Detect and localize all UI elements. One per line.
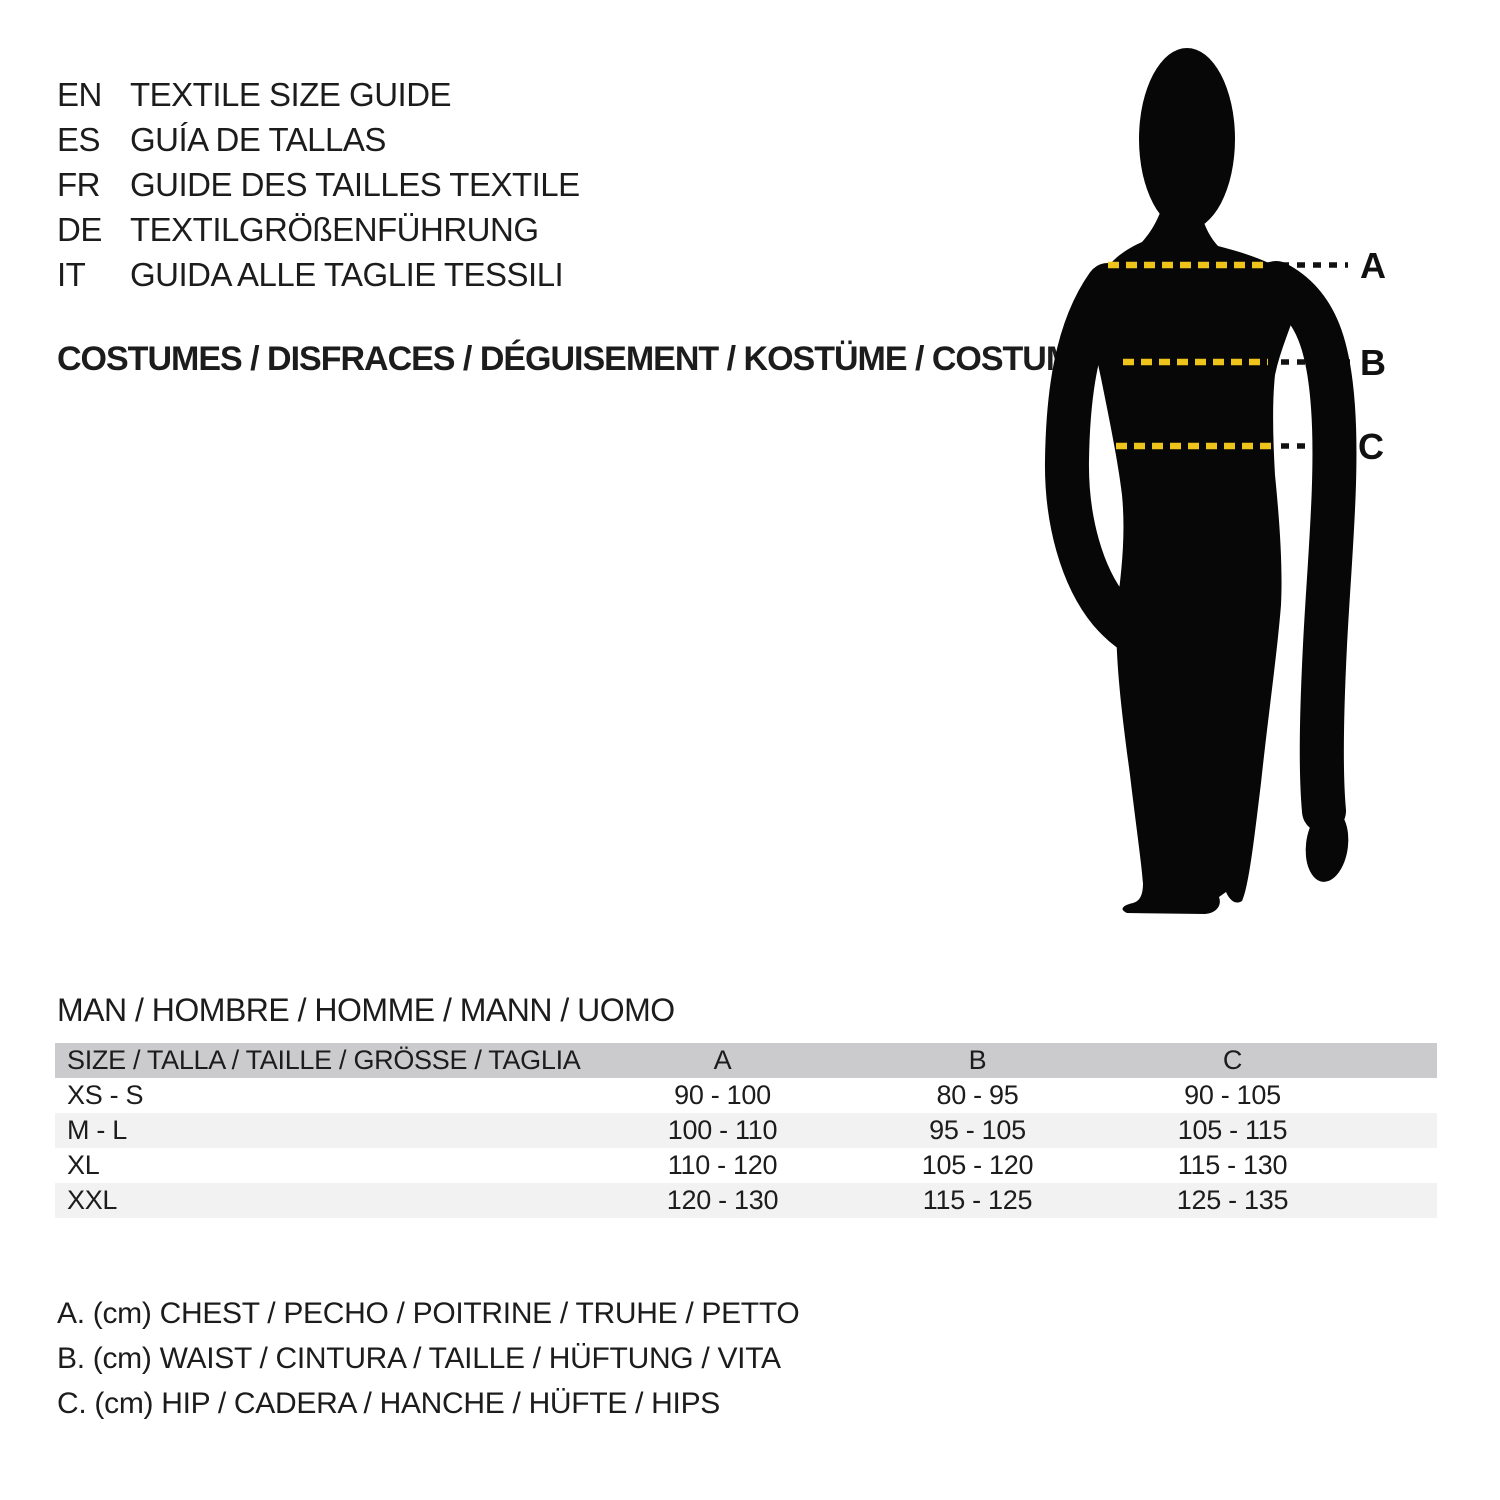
value-a-cell: 110 - 120 bbox=[667, 1150, 778, 1180]
value-c-cell: 105 - 115 bbox=[1177, 1115, 1288, 1145]
value-b-cell: 80 - 95 bbox=[936, 1080, 1019, 1110]
man-silhouette-figure bbox=[1030, 45, 1450, 965]
lang-code-fr: FR bbox=[57, 166, 100, 203]
table-row-xs-s bbox=[55, 1078, 1437, 1113]
table-row-xxl bbox=[55, 1183, 1437, 1218]
lang-label-fr: GUIDE DES TAILLES TEXTILE bbox=[130, 166, 580, 203]
size-cell: XS - S bbox=[67, 1080, 144, 1110]
table-row-xl bbox=[55, 1148, 1437, 1183]
table-header-a: A bbox=[713, 1045, 732, 1075]
lang-code-de: DE bbox=[57, 211, 102, 248]
size-cell: XXL bbox=[67, 1185, 118, 1215]
lang-row-en bbox=[57, 72, 580, 117]
measure-label-c: C bbox=[1358, 426, 1384, 467]
section-title-man: MAN / HOMBRE / HOMME / MANN / UOMO bbox=[57, 992, 675, 1028]
legend-line-c: C. (cm) HIP / CADERA / HANCHE / HÜFTE / HIPS bbox=[57, 1387, 720, 1420]
value-c-cell: 90 - 105 bbox=[1184, 1080, 1281, 1110]
lang-label-en: TEXTILE SIZE GUIDE bbox=[130, 76, 452, 113]
lang-row-de bbox=[57, 207, 580, 252]
value-b-cell: 105 - 120 bbox=[921, 1150, 1034, 1180]
lang-row-fr bbox=[57, 162, 580, 207]
value-c-cell: 115 - 130 bbox=[1177, 1150, 1288, 1180]
body-silhouette bbox=[1067, 48, 1352, 914]
measurement-legend bbox=[57, 1291, 799, 1426]
table-header-b: B bbox=[968, 1045, 987, 1075]
value-b-cell: 115 - 125 bbox=[922, 1185, 1033, 1215]
table-header-c: C bbox=[1222, 1045, 1243, 1075]
lang-label-de: TEXTILGRÖßENFÜHRUNG bbox=[130, 211, 539, 248]
lang-label-es: GUÍA DE TALLAS bbox=[130, 121, 386, 158]
lang-row-es bbox=[57, 117, 580, 162]
value-a-cell: 90 - 100 bbox=[674, 1080, 771, 1110]
lang-row-it bbox=[57, 252, 580, 297]
size-table bbox=[55, 1043, 1437, 1218]
value-c-cell: 125 - 135 bbox=[1176, 1185, 1289, 1215]
legend-line-b: B. (cm) WAIST / CINTURA / TAILLE / HÜFTUNG / VITA bbox=[57, 1342, 781, 1375]
lang-code-es: ES bbox=[57, 121, 101, 158]
value-b-cell: 95 - 105 bbox=[929, 1115, 1026, 1145]
table-header-row bbox=[55, 1043, 1437, 1078]
language-title-list bbox=[57, 72, 580, 297]
lang-code-en: EN bbox=[57, 76, 102, 113]
table-header-size: SIZE / TALLA / TAILLE / GRÖSSE / TAGLIA bbox=[67, 1045, 581, 1075]
legend-line-a: A. (cm) CHEST / PECHO / POITRINE / TRUHE / PETTO bbox=[57, 1297, 800, 1330]
measure-label-a: A bbox=[1360, 245, 1386, 286]
size-cell: XL bbox=[67, 1150, 100, 1180]
table-row-m-l bbox=[55, 1113, 1437, 1148]
category-title: COSTUMES / DISFRACES / DÉGUISEMENT / KOSTÜME / COSTUMI bbox=[57, 340, 1082, 378]
lang-label-it: GUIDA ALLE TAGLIE TESSILI bbox=[130, 256, 564, 293]
value-a-cell: 120 - 130 bbox=[666, 1185, 779, 1215]
lang-code-it: IT bbox=[57, 256, 86, 293]
size-cell: M - L bbox=[67, 1115, 128, 1145]
value-a-cell: 100 - 110 bbox=[667, 1115, 778, 1145]
measure-label-b: B bbox=[1360, 342, 1386, 383]
